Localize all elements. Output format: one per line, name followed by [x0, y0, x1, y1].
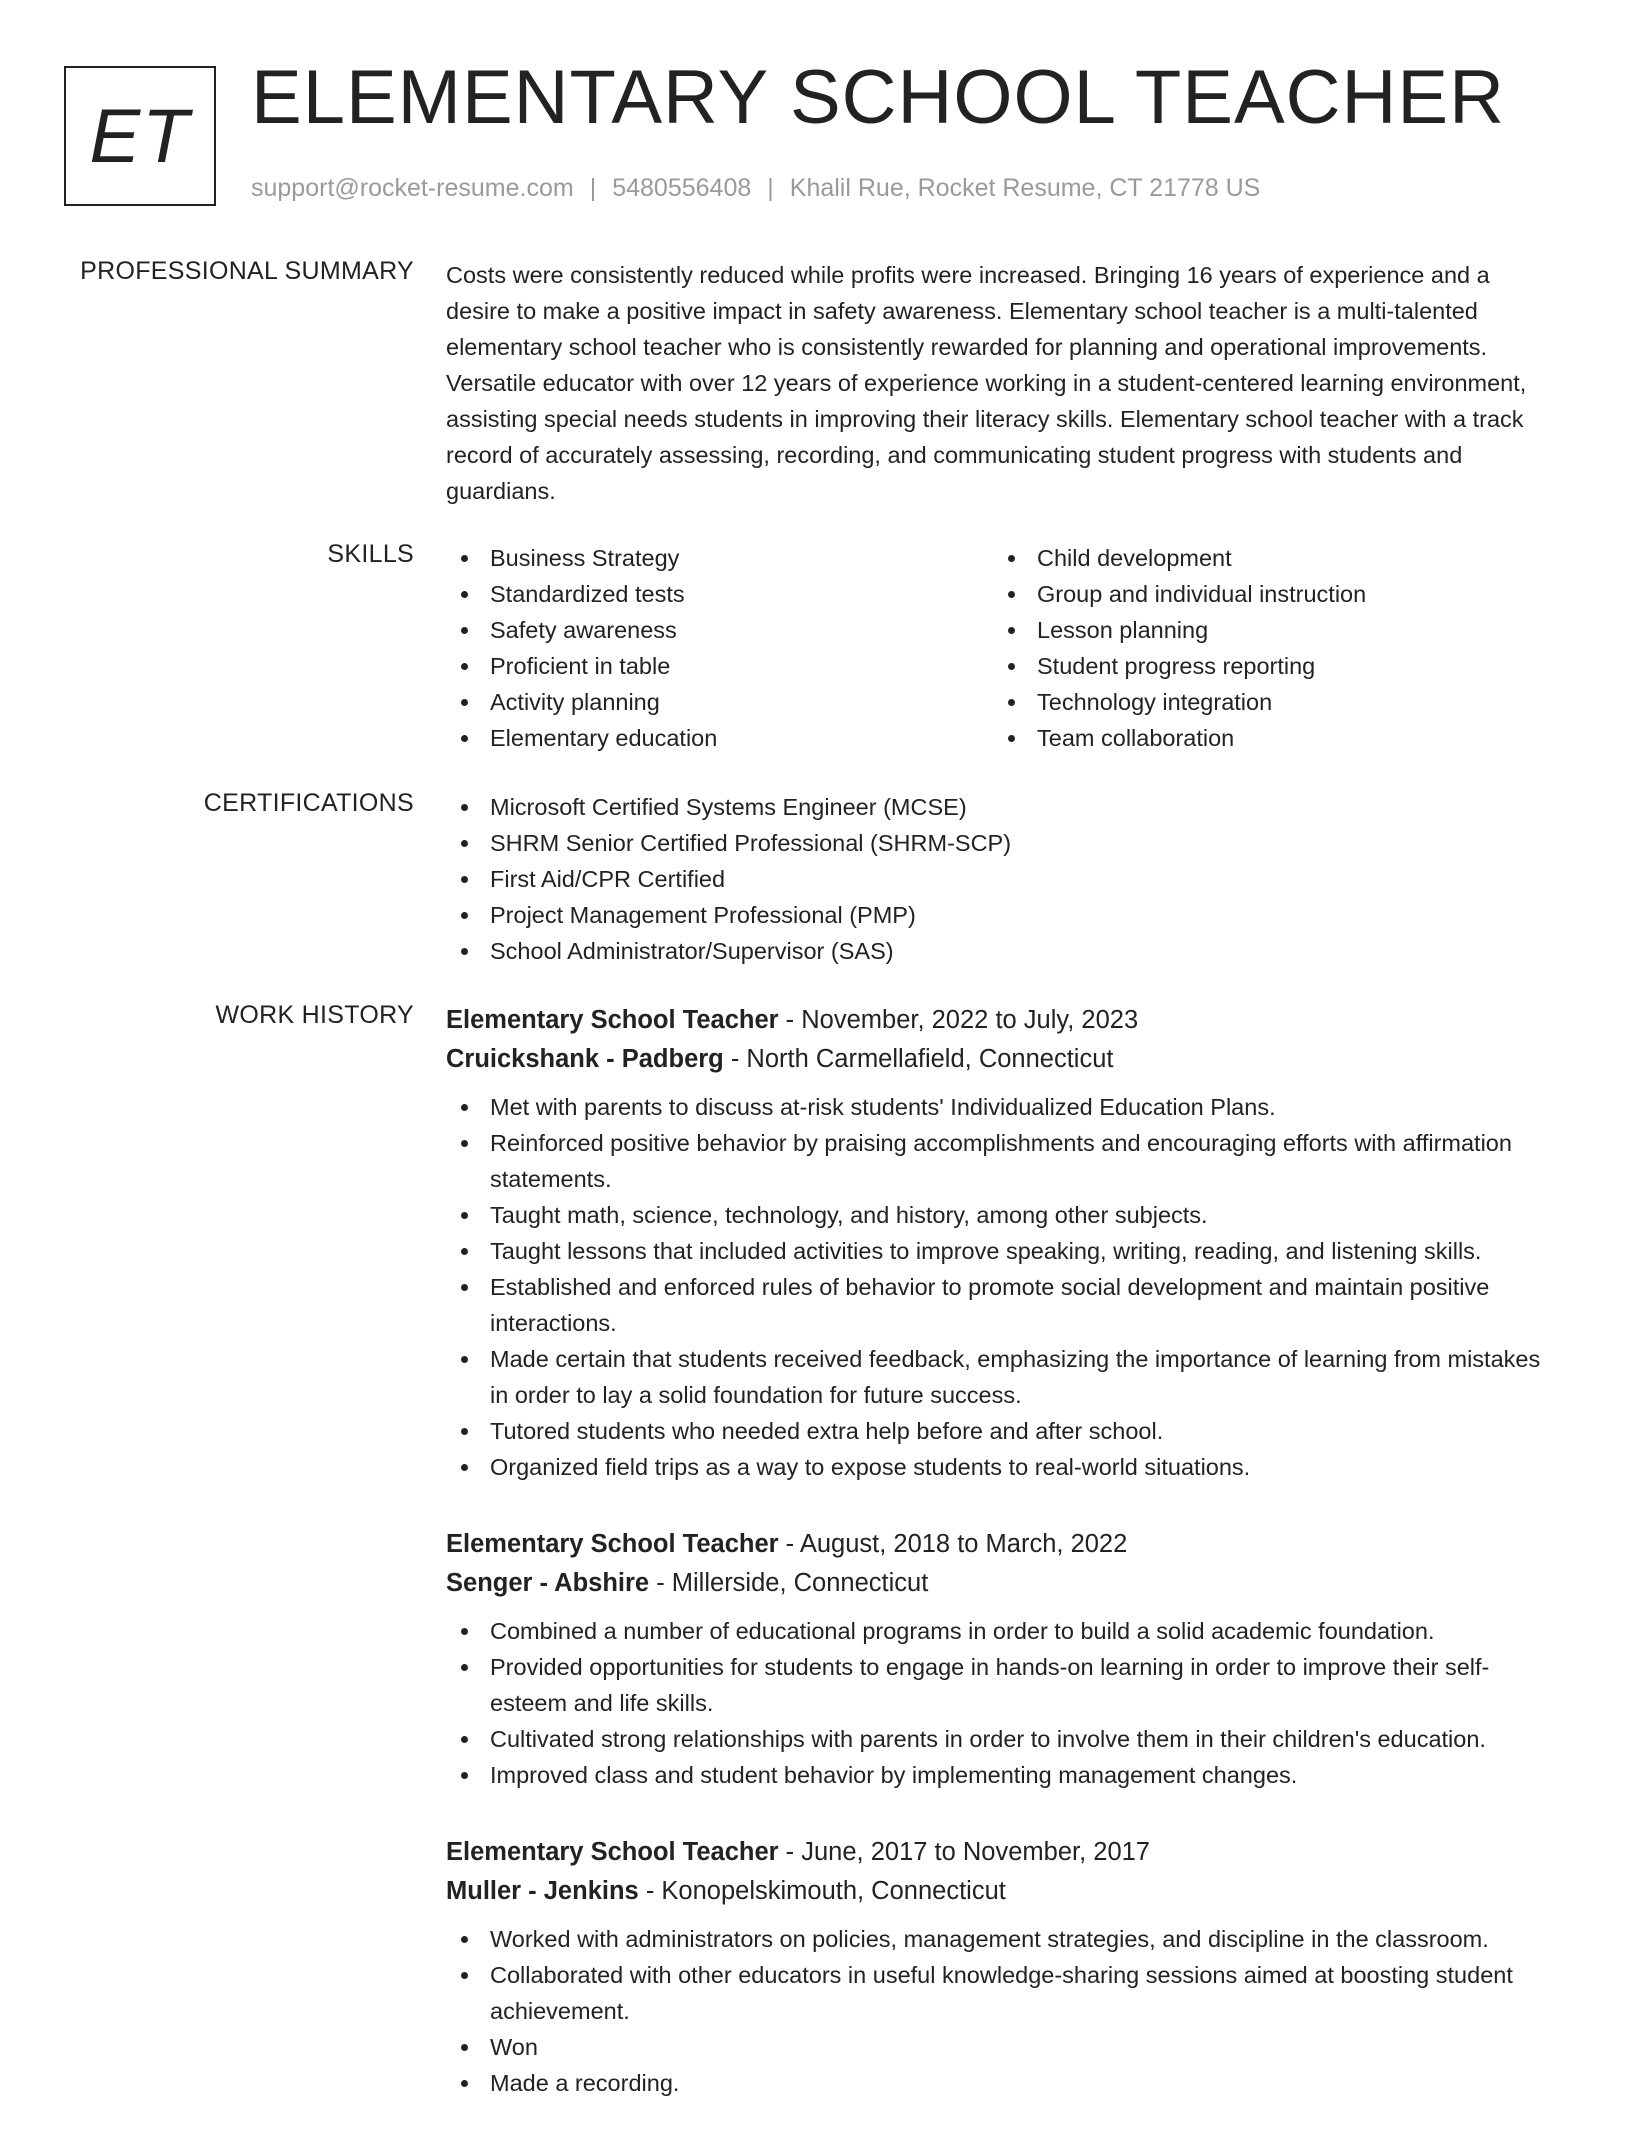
- monogram-initials: ET: [89, 93, 191, 179]
- skills-list-right: [993, 540, 1540, 756]
- job-company: Senger - Abshire: [446, 1569, 650, 1597]
- skill-item: Child development: [993, 540, 1540, 576]
- job-location: - Millerside, Connecticut: [649, 1569, 929, 1597]
- certification-item: SHRM Senior Certified Professional (SHRM-SCP): [446, 825, 1556, 861]
- job-company: Muller - Jenkins: [446, 1877, 639, 1905]
- job-location: - Konopelskimouth, Connecticut: [638, 1877, 1006, 1905]
- contact-address: Khalil Rue, Rocket Resume, CT 21778 US: [789, 174, 1261, 202]
- job-title-line: [446, 1001, 1556, 1040]
- contact-separator: |: [589, 174, 597, 202]
- certification-item: Project Management Professional (PMP): [446, 897, 1556, 933]
- skill-item: Group and individual instruction: [993, 576, 1540, 612]
- skill-item: Team collaboration: [993, 720, 1540, 756]
- skill-item: Standardized tests: [446, 576, 993, 612]
- skills-label: SKILLS: [327, 540, 414, 568]
- summary-text: Costs were consistently reduced while profits were increased. Bringing 16 years of experience and a desire to make a positive impact in safety awareness. Elementary school teacher is a multi-talented elementary school teacher who is consistently rewarded for planning and operational improvements. Versatile educator with over 12 years of experience working in a student-centered learning environment, assisting special needs students in improving their literacy skills. Elementary school teacher with a track record of accurately assessing, recording, and communicating student progress with students and guardians.: [446, 262, 1527, 504]
- certification-item: School Administrator/Supervisor (SAS): [446, 933, 1556, 969]
- job-bullet: Taught lessons that included activities to improve speaking, writing, reading, and listening skills.: [446, 1233, 1556, 1269]
- job-bullets: [446, 1921, 1556, 2101]
- job-title-line: [446, 1525, 1556, 1564]
- certification-item: Microsoft Certified Systems Engineer (MCSE): [446, 789, 1556, 825]
- job-bullet: Collaborated with other educators in useful knowledge-sharing sessions aimed at boosting student achievement.: [446, 1957, 1556, 2029]
- skill-item: Technology integration: [993, 684, 1540, 720]
- contact-separator: |: [767, 174, 774, 202]
- contact-line: [251, 174, 1260, 203]
- certifications-list: [446, 789, 1556, 969]
- job-company-line: [446, 1872, 1556, 1911]
- job-title-line: [446, 1833, 1556, 1872]
- skill-item: Elementary education: [446, 720, 993, 756]
- job-location: - North Carmellafield, Connecticut: [723, 1045, 1114, 1073]
- certifications-body: [446, 789, 1556, 969]
- job-bullet: Established and enforced rules of behavior to promote social development and maintain positive interactions.: [446, 1269, 1556, 1341]
- skill-item: Proficient in table: [446, 648, 993, 684]
- job-bullet: Met with parents to discuss at-risk students' Individualized Education Plans.: [446, 1089, 1556, 1125]
- job-dates: - June, 2017 to November, 2017: [778, 1838, 1150, 1866]
- skill-item: Student progress reporting: [993, 648, 1540, 684]
- job-bullet: Taught math, science, technology, and history, among other subjects.: [446, 1197, 1556, 1233]
- skill-item: Lesson planning: [993, 612, 1540, 648]
- monogram-box: [64, 66, 216, 206]
- work-history-body: [446, 1001, 1556, 2141]
- job-entry: [446, 1833, 1556, 2101]
- job-bullet: Made a recording.: [446, 2065, 1556, 2101]
- job-bullet: Worked with administrators on policies, management strategies, and discipline in the classroom.: [446, 1921, 1556, 1957]
- job-title: Elementary School Teacher: [446, 1838, 779, 1866]
- job-bullet: Combined a number of educational programs in order to build a solid academic foundation.: [446, 1613, 1556, 1649]
- job-dates: - August, 2018 to March, 2022: [778, 1530, 1128, 1558]
- job-title: Elementary School Teacher: [446, 1006, 779, 1034]
- summary-label: PROFESSIONAL SUMMARY: [80, 257, 414, 285]
- job-bullet: Provided opportunities for students to engage in hands-on learning in order to improve their self-esteem and life skills.: [446, 1649, 1556, 1721]
- resume-name-title: ELEMENTARY SCHOOL TEACHER: [251, 55, 1505, 140]
- job-title: Elementary School Teacher: [446, 1530, 779, 1558]
- skill-item: Safety awareness: [446, 612, 993, 648]
- work-history-label: WORK HISTORY: [215, 1001, 414, 1029]
- job-bullet: Tutored students who needed extra help before and after school.: [446, 1413, 1556, 1449]
- skill-item: Business Strategy: [446, 540, 993, 576]
- job-entry: [446, 1001, 1556, 1485]
- job-bullet: Won: [446, 2029, 1556, 2065]
- certifications-label: CERTIFICATIONS: [203, 789, 414, 817]
- job-bullets: [446, 1613, 1556, 1793]
- contact-email: support@rocket-resume.com: [251, 174, 574, 202]
- job-bullet: Improved class and student behavior by implementing management changes.: [446, 1757, 1556, 1793]
- job-bullets: [446, 1089, 1556, 1485]
- job-company: Cruickshank - Padberg: [446, 1045, 724, 1073]
- job-bullet: Cultivated strong relationships with parents in order to involve them in their children's education.: [446, 1721, 1556, 1757]
- certification-item: First Aid/CPR Certified: [446, 861, 1556, 897]
- skill-item: Activity planning: [446, 684, 993, 720]
- skills-list-left: [446, 540, 993, 756]
- job-dates: - November, 2022 to July, 2023: [778, 1006, 1139, 1034]
- job-bullet: Organized field trips as a way to expose students to real-world situations.: [446, 1449, 1556, 1485]
- job-company-line: [446, 1040, 1556, 1079]
- job-bullet: Reinforced positive behavior by praising accomplishments and encouraging efforts with affirmation statements.: [446, 1125, 1556, 1197]
- contact-phone: 5480556408: [612, 174, 752, 202]
- skills-body: [446, 540, 1556, 756]
- job-entry: [446, 1525, 1556, 1793]
- job-bullet: Made certain that students received feedback, emphasizing the importance of learning from mistakes in order to lay a solid foundation for future success.: [446, 1341, 1556, 1413]
- job-company-line: [446, 1564, 1556, 1603]
